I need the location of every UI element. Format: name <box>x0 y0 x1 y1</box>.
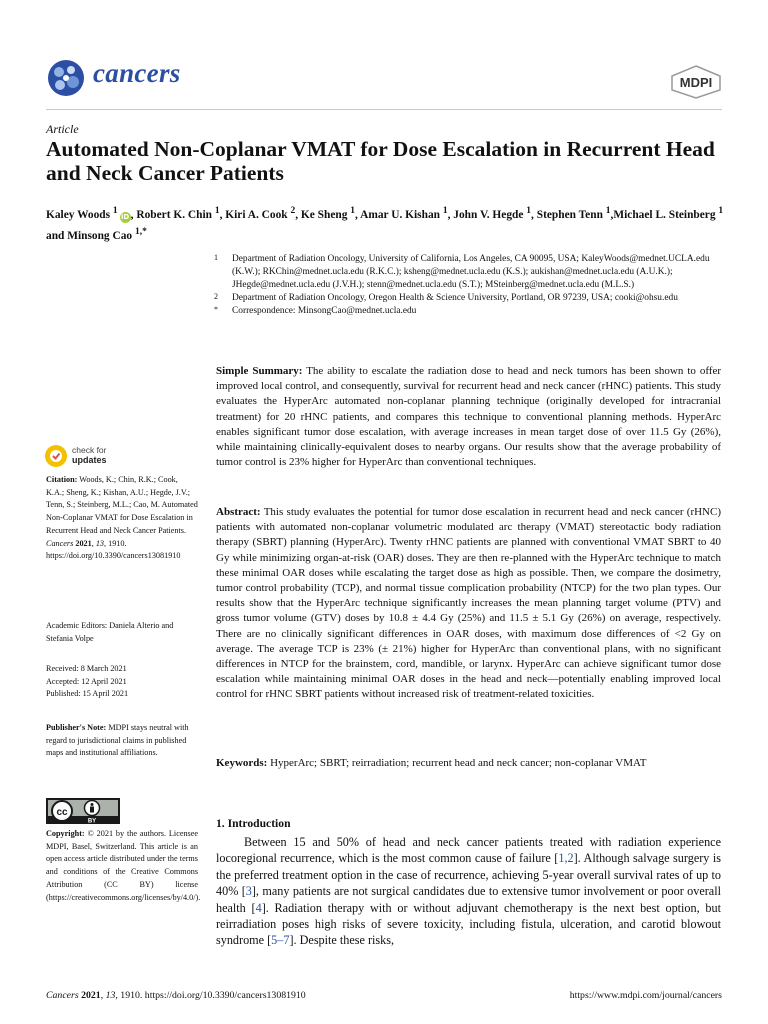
introduction-text <box>216 834 721 949</box>
introduction-segment: ]. Despite these risks, <box>289 933 395 948</box>
affiliation-item <box>214 253 734 292</box>
author-name: Michael L. Steinberg <box>613 208 719 221</box>
author-affiliation-marker: 1 <box>214 206 220 216</box>
article-title: Automated Non-Coplanar VMAT for Dose Escalation in Recurrent Head and Neck Cancer Patients <box>46 137 715 185</box>
affiliation-item <box>214 292 734 305</box>
journal-name[interactable]: cancers <box>93 58 181 88</box>
abstract-label: Abstract: <box>216 506 261 518</box>
author-name: Robert K. Chin <box>136 208 215 221</box>
author-name: Amar U. Kishan <box>360 208 443 221</box>
author-separator: , <box>447 208 454 221</box>
author-name: John V. Hegde <box>453 208 527 221</box>
reference-link[interactable]: 1,2 <box>558 851 574 866</box>
citation-label: Citation: <box>46 475 78 484</box>
author-separator: , <box>219 208 226 221</box>
author-name: Ke Sheng <box>300 208 351 221</box>
abstract <box>216 505 721 703</box>
by-text: BY <box>87 818 97 824</box>
check-updates-line2: updates <box>72 455 107 465</box>
copyright-label: Copyright: <box>46 829 85 838</box>
orcid-icon[interactable]: iD <box>121 212 130 221</box>
affiliation-marker: 1 <box>214 253 218 262</box>
author-separator: , <box>531 208 537 221</box>
publication-dates <box>46 663 198 701</box>
citation-text: Woods, K.; Chin, R.K.; Cook, K.A.; Sheng, K.; Kishan, A.U.; Hegde, J.V.; Tenn, S.; Steinberg, M.L.; Cao, M. Automated Non-Coplanar VMAT for Dose Escalation in Recurrent Head and Neck Cancer Patients. <box>46 475 198 535</box>
footer-citation: Cancers 2021, 13, 1910. https://doi.org/10.3390/cancers13081910 <box>46 990 306 1001</box>
check-for-updates-button[interactable] <box>44 444 134 470</box>
author-separator: , <box>130 208 137 221</box>
citation-pages: , 1910. <box>104 538 127 548</box>
author-affiliation-marker: 1 <box>112 206 118 216</box>
reference-link[interactable]: 5–7 <box>271 933 290 948</box>
simple-summary <box>216 364 721 470</box>
publisher-note <box>46 722 198 760</box>
journal-logo-icon[interactable] <box>46 58 86 98</box>
author-affiliation-marker: 1 <box>605 206 611 216</box>
author-affiliation-marker: 1 <box>718 206 724 216</box>
publisher-name: MDPI <box>679 75 713 90</box>
header-divider <box>46 109 722 110</box>
author-name: Kiri A. Cook <box>225 208 291 221</box>
cc-text: cc <box>56 807 68 818</box>
mdpi-logo-icon[interactable] <box>668 64 724 100</box>
author-affiliation-marker: 1 <box>350 206 356 216</box>
publisher-note-label: Publisher's Note: <box>46 723 107 732</box>
citation-volume: 13 <box>95 538 104 548</box>
affiliation-marker: * <box>214 305 218 314</box>
footer-journal: Cancers <box>46 990 79 1001</box>
author-separator: , <box>295 208 301 221</box>
affiliation-item <box>214 305 734 318</box>
reference-link[interactable]: 4 <box>255 900 262 915</box>
publisher-note-text: MDPI stays neutral with regard to jurisdictional claims in published maps and institutional affiliations. <box>46 723 189 758</box>
affiliation-marker: 2 <box>214 292 218 301</box>
copyright-text: © 2021 by the authors. Licensee MDPI, Basel, Switzerland. This article is an open access article distributed under the terms and conditions of the Creative Commons Attribution (CC BY) license (https://creativecommons.org/licenses/by/4.0/). <box>46 829 201 902</box>
keywords <box>216 756 721 771</box>
citation-doi-link[interactable]: https://doi.org/10.3390/cancers13081910 <box>46 551 181 561</box>
cc-by-license-icon[interactable] <box>46 798 120 824</box>
abstract-text: This study evaluates the potential for tumor dose escalation in recurrent head and neck cancer (rHNC) patients with automated non-coplanar volumetric modulated arc therapy (VMAT) stereotactic body radiation therapy (SBRT) planning (HyperArc). Twenty rHNC patients are planned with conventional VMAT SBRT to 40 Gy while minimizing organ-at-risk (OAR) doses. They are then re-planned with the HyperArc technique to match these minimal OAR doses while escalating the target dose as high as possible. Then, we compare the dosimetry, tumor control probability (TCP), and normal tissue complication probability (NTCP) for the two plan types. Our results show that the HyperArc technique significantly increases the mean planning target volume (PTV) and gross tumor volume (GTV) doses by 10.8 ± 4.4 Gy (25%) and 11.5 ± 5.1 Gy (26%) on average, respectively. There are no clinically significant differences in OAR doses, with maximum dose differences of <2 Gy on average. The average TCP is 23% (± 21%) higher for HyperArc than conventional plans, with no significant differences in NTCP for the brainstem, cord, mandible, or larynx. HyperArc can achieve significant tumor dose escalation while maintaining minimal OAR doses in the head and neck—potentially enabling improved local control for rHNC SBRT patients without increased risk of treatment-related toxicities. <box>216 506 721 701</box>
article-type: Article <box>46 122 79 136</box>
citation-year: 2021 <box>75 538 92 548</box>
author-affiliation-marker: 2 <box>290 206 296 216</box>
author-affiliation-marker: 1 <box>442 206 448 216</box>
introduction-segment: ], many patients are not surgical candidates due to extensive tumor involvement or poor overall health [ <box>216 884 721 915</box>
check-updates-line1: check for <box>72 445 107 455</box>
check-updates-icon <box>44 444 68 468</box>
affiliation-text: Department of Radiation Oncology, Oregon Health & Science University, Portland, OR 97239, USA; cooki@ohsu.edu <box>232 293 678 303</box>
keywords-text: HyperArc; SBRT; reirradiation; recurrent head and neck cancer; non-coplanar VMAT <box>270 757 647 769</box>
author-separator: , <box>355 208 361 221</box>
affiliation-text: Department of Radiation Oncology, University of California, Los Angeles, CA 90095, USA; KaleyWoods@mednet.UCLA.edu (K.W.); RKChin@mednet.ucla.edu (R.K.C.); ksheng@mednet.ucla.edu (K.S.); aukishan@mednet.ucla.edu (A.U.K.); JHegde@mednet.ucla.edu (J.V.H.); stenn@mednet.ucla.edu (S.T.); MSteinberg@mednet.ucla.edu (M.L.S.) <box>232 254 710 290</box>
author-separator: , <box>610 208 614 221</box>
citation-journal: Cancers <box>46 538 74 548</box>
academic-editors: Academic Editors: Daniela Alterio and Stefania Volpe <box>46 621 174 643</box>
affiliations <box>214 253 734 318</box>
author-affiliation-marker: 1 <box>526 206 532 216</box>
footer-year: 2021 <box>81 990 101 1001</box>
accepted-date: Accepted: 12 April 2021 <box>46 676 127 686</box>
simple-summary-text: The ability to escalate the radiation dose to head and neck tumors has been shown to offer improved local control, and consequently, survival for recurrent head and neck cancer (rHNC) patients. This study evaluates the HyperArc automated non-coplanar planning technique (originally developed for intracranial treatment) for 20 rHNC patients, and compares this technique to conventional planning methods. HyperArc enables significant tumor dose escalation, with average increases in mean target dose of over 11.5 Gy (26%), while maintaining clinically-equivalent doses to nearby organs. Our results show that the average probability of tumor control is 23% higher for HyperArc than conventional techniques. <box>216 365 721 469</box>
introduction-segment: Between 15 and 50% of head and neck cancer patients treated with radiation experience locoregional recurrence, which is the most common cause of failure [ <box>216 835 721 866</box>
citation-block: Citation: Woods, K.; Chin, R.K.; Cook, K.A.; Sheng, K.; Kishan, A.U.; Hegde, J.V.; Tenn, S.; Steinberg, M.L.; Cao, M. Automated Non-Coplanar VMAT for Dose Escalation in Recurrent Head and Neck Cancer Patients. Cancers 2021, 13, 1910. https://doi.org/10.3390/cancers13081910 <box>46 475 198 561</box>
footer-volume: 13 <box>105 990 116 1001</box>
introduction-segment: ]. Although salvage surgery is the preferred treatment option in the case of recurrence, achieving 5-year overall survival rates of up to 40% [ <box>216 851 721 899</box>
received-date: Received: 8 March 2021 <box>46 664 127 673</box>
copyright-notice <box>46 828 201 904</box>
author-affiliation-marker: 1,* <box>134 226 147 237</box>
keywords-label: Keywords: <box>216 757 268 769</box>
section-heading-introduction: 1. Introduction <box>216 817 291 830</box>
author-separator: and <box>46 229 68 242</box>
simple-summary-label: Simple Summary: <box>216 365 303 377</box>
author-list <box>46 203 736 245</box>
author-name: Kaley Woods <box>46 208 113 221</box>
published-date: Published: 15 April 2021 <box>46 689 129 699</box>
footer-journal-url[interactable]: https://www.mdpi.com/journal/cancers <box>569 990 722 1001</box>
footer-doi[interactable]: , 1910. https://doi.org/10.3390/cancers13081910 <box>115 990 306 1001</box>
author-name: Minsong Cao <box>67 229 135 242</box>
reference-link[interactable]: 3 <box>245 884 252 899</box>
introduction-segment: ]. Radiation therapy with or without adjuvant chemotherapy is the next best option, but reirradiation poses high risks of severe toxicity, including fistula, ulceration, and carotid blowout syndrome [ <box>216 900 721 948</box>
author-name: Stephen Tenn <box>536 208 606 221</box>
affiliation-text: Correspondence: MinsongCao@mednet.ucla.edu <box>232 306 417 316</box>
